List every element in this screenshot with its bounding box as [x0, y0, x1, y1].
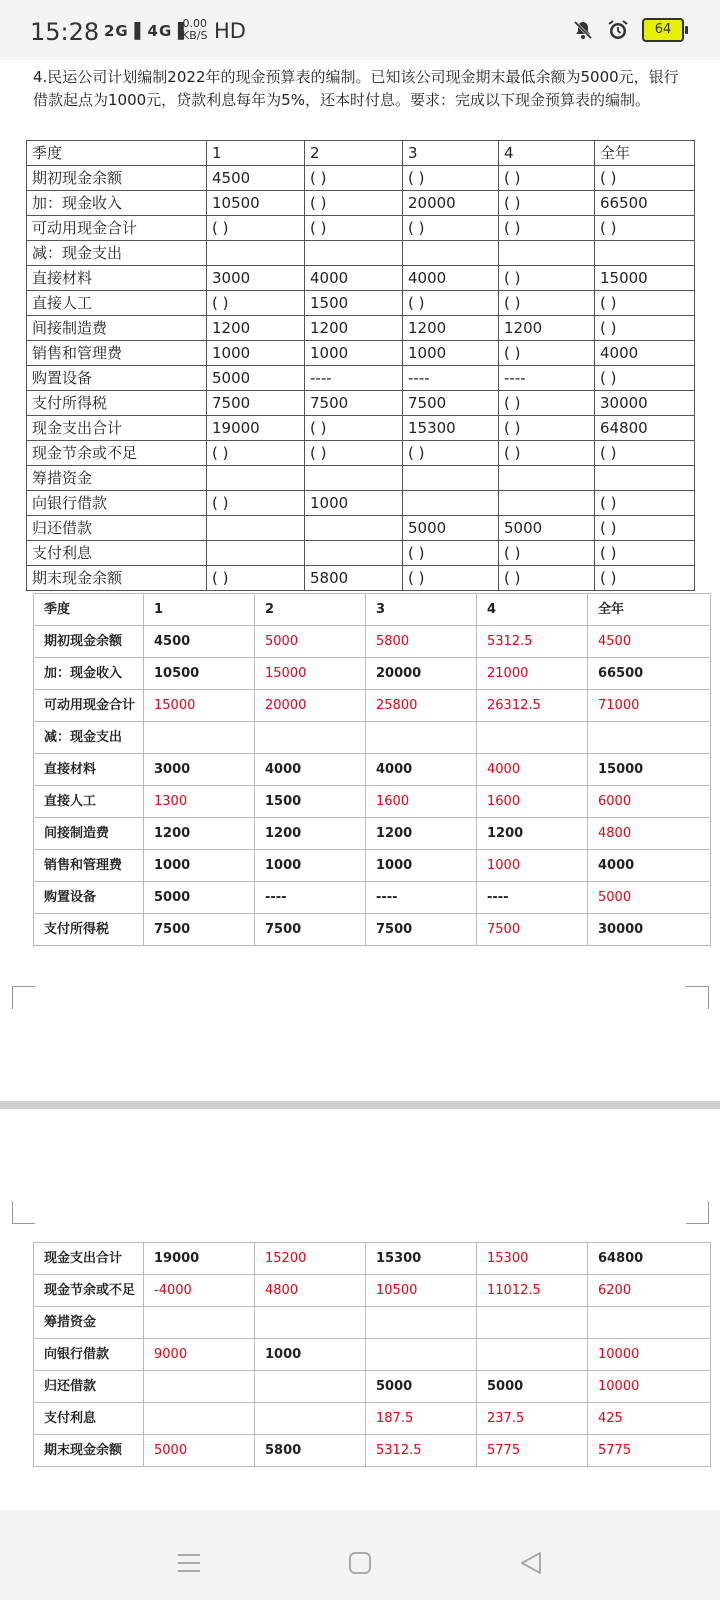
table-cell: 19000: [207, 416, 305, 441]
table-row: [34, 754, 711, 786]
row-label: 支付利息: [27, 541, 207, 566]
net-2g: 2G: [104, 22, 129, 40]
row-label: 加：现金收入: [27, 191, 207, 216]
table-cell: ( ): [499, 391, 595, 416]
table-cell: ( ): [499, 541, 595, 566]
table-header-row: [34, 594, 711, 626]
table-cell: 3000: [144, 754, 255, 786]
table-row: [27, 541, 695, 566]
table-row: [27, 466, 695, 491]
table-row: [34, 722, 711, 754]
table-cell: ( ): [207, 216, 305, 241]
row-label: 购置设备: [27, 366, 207, 391]
table-cell: [207, 541, 305, 566]
table-cell: ( ): [499, 416, 595, 441]
table-cell: ( ): [305, 191, 403, 216]
status-icons: [572, 18, 684, 42]
table-cell: 1500: [305, 291, 403, 316]
table-cell: 30000: [595, 391, 695, 416]
table-cell: 4000: [595, 341, 695, 366]
row-label: 直接材料: [34, 754, 144, 786]
table-cell: 64800: [595, 416, 695, 441]
table-cell: [595, 466, 695, 491]
row-label: 加：现金收入: [34, 658, 144, 690]
table-cell: ----: [499, 366, 595, 391]
speed-unit: KB/S: [182, 29, 208, 42]
table-cell: [403, 466, 499, 491]
table-row: [27, 491, 695, 516]
table-cell: 1200: [305, 316, 403, 341]
row-label: 销售和管理费: [27, 341, 207, 366]
table-row: [34, 1339, 711, 1371]
row-label: 可动用现金合计: [27, 216, 207, 241]
table-cell: [499, 241, 595, 266]
answer-cell: 25800: [366, 690, 477, 722]
table-row: [27, 366, 695, 391]
table-cell: 5000: [366, 1371, 477, 1403]
table-row: [34, 914, 711, 946]
table-cell: 1000: [255, 850, 366, 882]
table-cell: ( ): [499, 191, 595, 216]
table-row: [34, 882, 711, 914]
speed-value: 0.00: [182, 17, 207, 30]
answer-cell: 1600: [477, 786, 588, 818]
home-icon[interactable]: [348, 1550, 372, 1576]
table-cell: 7500: [403, 391, 499, 416]
table-row: [34, 1371, 711, 1403]
header-cell: 4: [499, 141, 595, 166]
table-cell: 1000: [255, 1339, 366, 1371]
navigation-bar: [0, 1510, 720, 1600]
table-cell: ( ): [403, 566, 499, 591]
table-cell: 7500: [207, 391, 305, 416]
table-cell: ( ): [305, 216, 403, 241]
answer-cell: 7500: [477, 914, 588, 946]
table-cell: 5000: [144, 882, 255, 914]
answer-cell: 20000: [255, 690, 366, 722]
table-cell: [305, 241, 403, 266]
table-cell: ( ): [207, 291, 305, 316]
table-cell: [255, 1371, 366, 1403]
header-cell: 全年: [588, 594, 711, 626]
table-cell: ( ): [207, 441, 305, 466]
table-cell: 4000: [366, 754, 477, 786]
table-cell: 4000: [588, 850, 711, 882]
row-label: 现金支出合计: [27, 416, 207, 441]
table-cell: 7500: [305, 391, 403, 416]
table-cell: 20000: [366, 658, 477, 690]
table-cell: ( ): [595, 516, 695, 541]
table-cell: [305, 466, 403, 491]
table-cell: ( ): [403, 216, 499, 241]
table-row: [34, 1275, 711, 1307]
row-label: 直接人工: [34, 786, 144, 818]
table-cell: 66500: [595, 191, 695, 216]
row-label: 期初现金余额: [27, 166, 207, 191]
answer-cell: 5800: [366, 626, 477, 658]
answer-cell: 9000: [144, 1339, 255, 1371]
answer-cell: 15000: [255, 658, 366, 690]
table-cell: 1500: [255, 786, 366, 818]
answer-cell: 425: [588, 1403, 711, 1435]
network-speed: [182, 18, 207, 42]
table-cell: 3000: [207, 266, 305, 291]
page-corner-mark: [12, 1201, 35, 1224]
answer-cell: 21000: [477, 658, 588, 690]
table-cell: 1000: [403, 341, 499, 366]
table-cell: 1200: [144, 818, 255, 850]
table-row: [34, 818, 711, 850]
answer-cell: 26312.5: [477, 690, 588, 722]
row-label: 归还借款: [34, 1371, 144, 1403]
table-row: [27, 416, 695, 441]
table-cell: ( ): [595, 541, 695, 566]
table-cell: ( ): [499, 291, 595, 316]
table-cell: ( ): [595, 291, 695, 316]
table-cell: 5800: [305, 566, 403, 591]
table-cell: [255, 1307, 366, 1339]
page-separator: [0, 1101, 720, 1109]
battery-icon: 64: [642, 18, 684, 42]
answer-cell: 15200: [255, 1243, 366, 1275]
table-row: [34, 1243, 711, 1275]
table-cell: ( ): [207, 491, 305, 516]
answer-cell: 6200: [588, 1275, 711, 1307]
answer-cell: 5312.5: [477, 626, 588, 658]
table-cell: 20000: [403, 191, 499, 216]
table-cell: [255, 722, 366, 754]
row-label: 现金节余或不足: [34, 1275, 144, 1307]
answer-cell: 10000: [588, 1371, 711, 1403]
row-label: 购置设备: [34, 882, 144, 914]
table-row: [27, 391, 695, 416]
table-cell: 1000: [144, 850, 255, 882]
header-cell: 3: [403, 141, 499, 166]
table-cell: 1200: [499, 316, 595, 341]
status-time: 15:28: [30, 18, 100, 46]
table-cell: 1000: [305, 341, 403, 366]
table-cell: ----: [477, 882, 588, 914]
table-cell: [144, 1307, 255, 1339]
answer-cell: 5000: [588, 882, 711, 914]
table-cell: ( ): [305, 441, 403, 466]
question-text: 4.民运公司计划编制2022年的现金预算表的编制。已知该公司现金期末最低余额为5000元，银行借款起点为1000元，贷款利息每年为5%，还本时付息。要求：完成以下现金预算表的编制。: [33, 68, 679, 109]
table-cell: [305, 541, 403, 566]
row-label: 支付利息: [34, 1403, 144, 1435]
answer-table-part2: [33, 1242, 711, 1467]
row-label: 支付所得税: [27, 391, 207, 416]
answer-cell: 187.5: [366, 1403, 477, 1435]
table-cell: 5800: [255, 1435, 366, 1467]
answer-cell: 6000: [588, 786, 711, 818]
table-cell: ( ): [595, 316, 695, 341]
header-cell: 全年: [595, 141, 695, 166]
header-cell: 季度: [27, 141, 207, 166]
row-label: 直接材料: [27, 266, 207, 291]
table-cell: [255, 1403, 366, 1435]
table-cell: ( ): [305, 416, 403, 441]
table-cell: [477, 1339, 588, 1371]
row-label: 销售和管理费: [34, 850, 144, 882]
table-row: [34, 1403, 711, 1435]
table-cell: 10500: [144, 658, 255, 690]
table-cell: [207, 241, 305, 266]
table-cell: 10500: [207, 191, 305, 216]
table-cell: 1000: [366, 850, 477, 882]
table-row: [27, 566, 695, 591]
table-row: [34, 626, 711, 658]
table-cell: [305, 516, 403, 541]
table-cell: 1200: [403, 316, 499, 341]
table-row: [34, 1307, 711, 1339]
table-cell: 64800: [588, 1243, 711, 1275]
table-row: [27, 291, 695, 316]
table-row: [34, 850, 711, 882]
row-label: 可动用现金合计: [34, 690, 144, 722]
table-cell: ( ): [499, 216, 595, 241]
header-cell: 3: [366, 594, 477, 626]
table-row: [34, 690, 711, 722]
table-cell: 19000: [144, 1243, 255, 1275]
row-label: 期初现金余额: [34, 626, 144, 658]
row-label: 期末现金余额: [27, 566, 207, 591]
answer-cell: 15000: [144, 690, 255, 722]
table-cell: 15000: [588, 754, 711, 786]
row-label: 向银行借款: [34, 1339, 144, 1371]
row-label: 现金节余或不足: [27, 441, 207, 466]
table-cell: [595, 241, 695, 266]
table-row: [34, 658, 711, 690]
answer-cell: 237.5: [477, 1403, 588, 1435]
table-cell: 7500: [255, 914, 366, 946]
table-cell: ( ): [595, 366, 695, 391]
table-cell: [588, 722, 711, 754]
table-cell: 1200: [207, 316, 305, 341]
table-row: [27, 316, 695, 341]
page-corner-mark: [686, 986, 709, 1009]
header-cell: 1: [144, 594, 255, 626]
header-cell: 1: [207, 141, 305, 166]
table-cell: ( ): [403, 291, 499, 316]
header-cell: 2: [255, 594, 366, 626]
table-cell: ( ): [499, 341, 595, 366]
table-cell: [403, 491, 499, 516]
answer-cell: 1000: [477, 850, 588, 882]
table-cell: [477, 722, 588, 754]
row-label: 减：现金支出: [34, 722, 144, 754]
row-label: 现金支出合计: [34, 1243, 144, 1275]
table-cell: 1200: [255, 818, 366, 850]
table-cell: 5000: [403, 516, 499, 541]
answer-cell: 71000: [588, 690, 711, 722]
table-cell: 1200: [477, 818, 588, 850]
answer-cell: 5312.5: [366, 1435, 477, 1467]
answer-cell: 5000: [144, 1435, 255, 1467]
answer-cell: 5775: [477, 1435, 588, 1467]
table-cell: 7500: [144, 914, 255, 946]
table-cell: 4500: [144, 626, 255, 658]
table-cell: 15300: [366, 1243, 477, 1275]
row-label: 筹措资金: [27, 466, 207, 491]
table-cell: [366, 1307, 477, 1339]
table-cell: [499, 491, 595, 516]
table-cell: ( ): [499, 441, 595, 466]
table-cell: 5000: [499, 516, 595, 541]
alarm-icon: [606, 18, 630, 42]
table-cell: 5000: [477, 1371, 588, 1403]
table-row: [27, 516, 695, 541]
table-cell: 4000: [305, 266, 403, 291]
hd-indicator: HD: [214, 19, 246, 43]
table-row: [27, 266, 695, 291]
row-label: 归还借款: [27, 516, 207, 541]
table-row: [27, 441, 695, 466]
table-cell: 5000: [207, 366, 305, 391]
table-cell: 4500: [207, 166, 305, 191]
answer-table-part1: [33, 593, 711, 946]
question-table: [26, 140, 695, 591]
table-cell: 1000: [305, 491, 403, 516]
status-bar: [0, 0, 720, 60]
answer-cell: 10500: [366, 1275, 477, 1307]
table-cell: ( ): [403, 166, 499, 191]
table-cell: ( ): [499, 166, 595, 191]
table-cell: [477, 1307, 588, 1339]
table-cell: ( ): [499, 566, 595, 591]
table-cell: 4000: [255, 754, 366, 786]
table-cell: ----: [366, 882, 477, 914]
row-label: 向银行借款: [27, 491, 207, 516]
header-cell: 4: [477, 594, 588, 626]
table-cell: ( ): [499, 266, 595, 291]
page-corner-mark: [686, 1201, 709, 1224]
table-row: [34, 786, 711, 818]
table-cell: ( ): [207, 566, 305, 591]
table-row: [27, 166, 695, 191]
table-cell: 15000: [595, 266, 695, 291]
table-cell: 15300: [403, 416, 499, 441]
row-label: 直接人工: [27, 291, 207, 316]
table-cell: ( ): [595, 566, 695, 591]
signal-icon: 2G▐ 4G▐: [104, 22, 185, 40]
answer-cell: 5000: [255, 626, 366, 658]
table-cell: 4000: [403, 266, 499, 291]
table-cell: ( ): [595, 166, 695, 191]
answer-cell: 4800: [255, 1275, 366, 1307]
table-cell: ----: [305, 366, 403, 391]
answer-cell: -4000: [144, 1275, 255, 1307]
table-cell: ( ): [305, 166, 403, 191]
table-cell: 1000: [207, 341, 305, 366]
table-cell: ( ): [595, 491, 695, 516]
answer-cell: 4500: [588, 626, 711, 658]
table-cell: [144, 1403, 255, 1435]
table-row: [27, 241, 695, 266]
table-row: [34, 1435, 711, 1467]
answer-cell: 1600: [366, 786, 477, 818]
table-cell: [144, 722, 255, 754]
table-cell: ( ): [595, 216, 695, 241]
header-cell: 季度: [34, 594, 144, 626]
table-cell: [207, 516, 305, 541]
table-cell: [499, 466, 595, 491]
table-cell: [403, 241, 499, 266]
header-cell: 2: [305, 141, 403, 166]
table-header-row: [27, 141, 695, 166]
page-corner-mark: [12, 986, 35, 1009]
table-cell: [366, 722, 477, 754]
menu-icon[interactable]: [176, 1550, 202, 1576]
row-label: 支付所得税: [34, 914, 144, 946]
table-cell: [207, 466, 305, 491]
back-icon[interactable]: [518, 1550, 544, 1576]
table-cell: ( ): [403, 541, 499, 566]
table-row: [27, 216, 695, 241]
table-cell: ( ): [595, 441, 695, 466]
row-label: 间接制造费: [34, 818, 144, 850]
row-label: 期末现金余额: [34, 1435, 144, 1467]
table-cell: [366, 1339, 477, 1371]
table-row: [27, 341, 695, 366]
answer-cell: 4800: [588, 818, 711, 850]
net-4g: 4G: [147, 22, 173, 40]
answer-cell: 5775: [588, 1435, 711, 1467]
table-cell: 1200: [366, 818, 477, 850]
answer-cell: 11012.5: [477, 1275, 588, 1307]
mute-icon: [572, 19, 594, 41]
table-cell: ----: [403, 366, 499, 391]
table-row: [27, 191, 695, 216]
answer-cell: 15300: [477, 1243, 588, 1275]
table-cell: 30000: [588, 914, 711, 946]
row-label: 间接制造费: [27, 316, 207, 341]
answer-cell: 4000: [477, 754, 588, 786]
table-cell: [144, 1371, 255, 1403]
row-label: 减：现金支出: [27, 241, 207, 266]
table-cell: [588, 1307, 711, 1339]
answer-cell: 1300: [144, 786, 255, 818]
answer-cell: 10000: [588, 1339, 711, 1371]
table-cell: 7500: [366, 914, 477, 946]
table-cell: ----: [255, 882, 366, 914]
table-cell: ( ): [403, 441, 499, 466]
row-label: 筹措资金: [34, 1307, 144, 1339]
table-cell: 66500: [588, 658, 711, 690]
